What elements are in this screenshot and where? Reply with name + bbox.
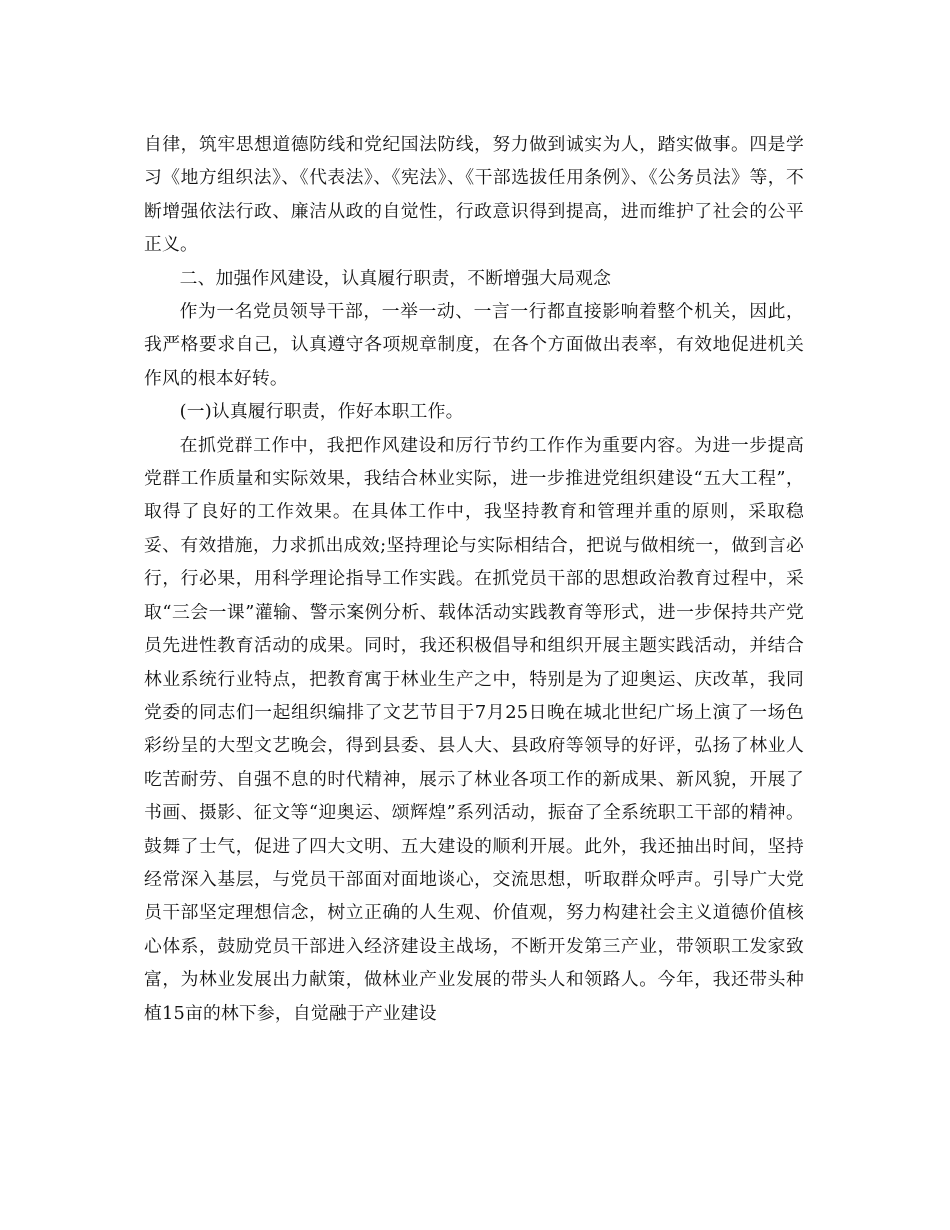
subsection-heading: (一)认真履行职责，作好本职工作。: [179, 401, 464, 423]
paragraph-intro: 作为一名党员领导干部，一举一动、一言一行都直接影响着整个机关，因此，我严格要求自己，认真遵守各项规章制度，在各个方面做出表率，有效地促进机关作风的根本好转。: [144, 301, 804, 389]
section-heading: 二、加强作风建设，认真履行职责，不断增强大局观念: [179, 267, 612, 289]
paragraph-body: 在抓党群工作中，我把作风建设和厉行节约工作作为重要内容。为进一步提高党群工作质量和实际效果，我结合林业实际，进一步推进党组织建设“五大工程”，取得了良好的工作效果。在具体工作中，我坚持教育和管理并重的原则，采取稳妥、有效措施，力求抓出成效;坚持理论与实际相结合，把说与做相统一，做到言必行，行必果，用科学理论指导工作实践。在抓党员干部的思想政治教育过程中，采取“三会一课”灌输、警示案例分析、载体活动实践教育等形式，进一步保持共产党员先进性教育活动的成果。同时，我还积极倡导和组织开展主题实践活动，并结合林业系统行业特点，把教育寓于林业生产之中，特别是为了迎奥运、庆改革，我同党委的同志们一起组织编排了文艺节目于7月25日晚在城北世纪广场上演了一场色彩纷呈的大型文艺晚会，得到县委、县人大、县政府等领导的好评，弘扬了林业人吃苦耐劳、自强不息的时代精神，展示了林业各项工作的新成果、新风貌，开展了书画、摄影、征文等“迎奥运、颂辉煌”系列活动，振奋了全系统职工干部的精神。鼓舞了士气，促进了四大文明、五大建设的顺利开展。此外，我还抽出时间，坚持经常深入基层，与党员干部面对面地谈心，交流思想，听取群众呼声。引导广大党员干部坚定理想信念，树立正确的人生观、价值观，努力构建社会主义道德价值核心体系，鼓励党员干部进入经济建设主战场，不断开发第三产业，带领职工发家致富，为林业发展出力献策，做林业产业发展的带头人和领路人。今年，我还带头种植15亩的林下参，自觉融于产业建设: [144, 434, 804, 1024]
document-body: [144, 128, 804, 1030]
paragraph-continuation: 自律，筑牢思想道德防线和党纪国法防线，努力做到诚实为人，踏实做事。四是学习《地方组织法》、《代表法》、《宪法》、《干部选拔任用条例》、《公务员法》等，不断增强依法行政、廉洁从政的自觉性，行政意识得到提高，进而维护了社会的公平正义。: [144, 134, 804, 256]
